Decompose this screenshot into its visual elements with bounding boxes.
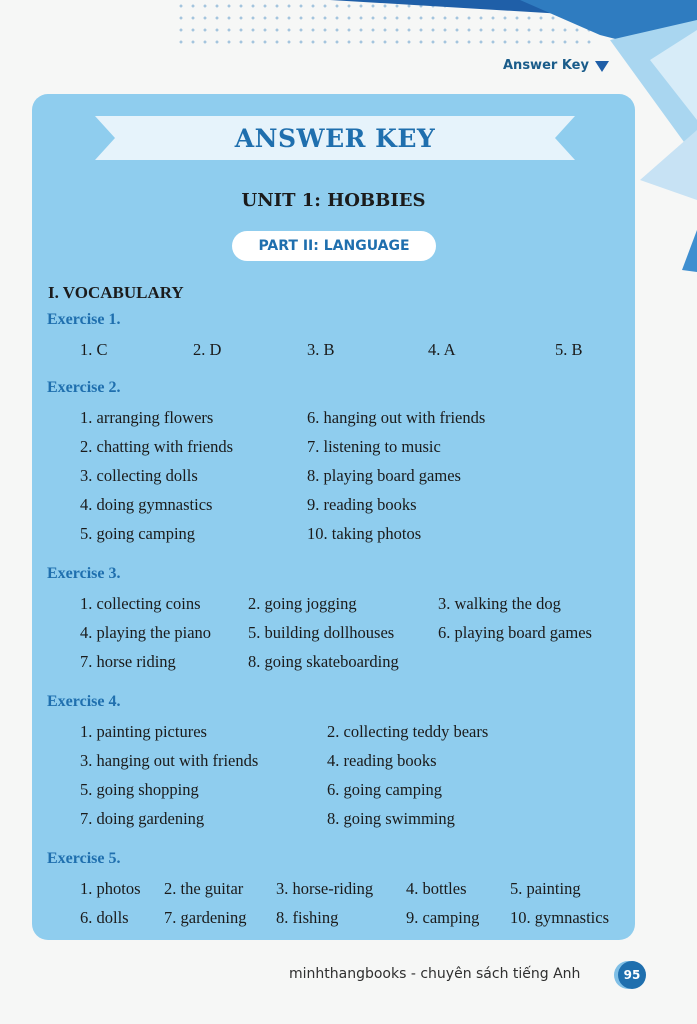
answer-item: 1. arranging flowers bbox=[80, 408, 214, 427]
answer-item: 5. going camping bbox=[80, 524, 196, 543]
answer-item: 5. going shopping bbox=[80, 780, 199, 799]
exercise-1-title: Exercise 1. bbox=[47, 311, 121, 328]
answer-item: 3. hanging out with friends bbox=[80, 751, 259, 770]
answer-item: 3. collecting dolls bbox=[80, 466, 198, 485]
answer-item: 6. going camping bbox=[327, 780, 443, 799]
answer-item: 4. bottles bbox=[406, 879, 467, 898]
answer-item: 7. doing gardening bbox=[80, 809, 205, 828]
page-title: ANSWER KEY bbox=[234, 123, 436, 153]
answer-item: 8. playing board games bbox=[307, 466, 461, 485]
answer-item: 8. going skateboarding bbox=[248, 652, 399, 671]
answer-item: 2. D bbox=[193, 340, 222, 359]
section-title: I. VOCABULARY bbox=[48, 283, 184, 302]
answer-item: 5. building dollhouses bbox=[248, 623, 395, 642]
answer-item: 2. going jogging bbox=[248, 594, 357, 613]
answer-item: 3. walking the dog bbox=[438, 594, 561, 613]
exercise-5-title: Exercise 5. bbox=[47, 850, 121, 867]
chevron-down-icon bbox=[594, 58, 610, 74]
answer-item: 10. taking photos bbox=[307, 524, 422, 543]
answer-item: 1. painting pictures bbox=[80, 722, 207, 741]
answer-item: 2. collecting teddy bears bbox=[327, 722, 489, 741]
answer-item: 4. A bbox=[428, 340, 456, 359]
answer-item: 3. B bbox=[307, 340, 335, 359]
answer-item: 8. going swimming bbox=[327, 809, 455, 828]
answer-item: 9. reading books bbox=[307, 495, 417, 514]
answer-item: 6. playing board games bbox=[438, 623, 592, 642]
answer-item: 1. C bbox=[80, 340, 108, 359]
answer-item: 4. reading books bbox=[327, 751, 437, 770]
exercise-2-title: Exercise 2. bbox=[47, 379, 121, 396]
header-label: Answer Key bbox=[503, 58, 589, 73]
answer-item: 7. listening to music bbox=[307, 437, 441, 456]
answer-item: 4. doing gymnastics bbox=[80, 495, 213, 514]
footer-text: minhthangbooks - chuyên sách tiếng Anh bbox=[289, 966, 581, 982]
answer-item: 9. camping bbox=[406, 908, 480, 927]
exercise-3-title: Exercise 3. bbox=[47, 565, 121, 582]
answer-item: 5. B bbox=[555, 340, 583, 359]
answer-item: 6. dolls bbox=[80, 908, 129, 927]
answer-item: 1. photos bbox=[80, 879, 141, 898]
answer-item: 1. collecting coins bbox=[80, 594, 201, 613]
answer-item: 10. gymnastics bbox=[510, 908, 609, 927]
answer-item: 2. chatting with friends bbox=[80, 437, 234, 456]
answer-item: 6. hanging out with friends bbox=[307, 408, 486, 427]
part-badge: PART II: LANGUAGE bbox=[232, 231, 436, 261]
answer-item: 8. fishing bbox=[276, 908, 339, 927]
answer-item: 3. horse-riding bbox=[276, 879, 374, 898]
answer-item: 2. the guitar bbox=[164, 879, 244, 898]
answer-item: 4. playing the piano bbox=[80, 623, 212, 642]
answer-item: 5. painting bbox=[510, 879, 581, 898]
answer-item: 7. gardening bbox=[164, 908, 247, 927]
page-number: 95 bbox=[618, 961, 646, 989]
unit-title: UNIT 1: HOBBIES bbox=[241, 190, 426, 211]
exercise-4-title: Exercise 4. bbox=[47, 693, 121, 710]
answer-item: 7. horse riding bbox=[80, 652, 176, 671]
